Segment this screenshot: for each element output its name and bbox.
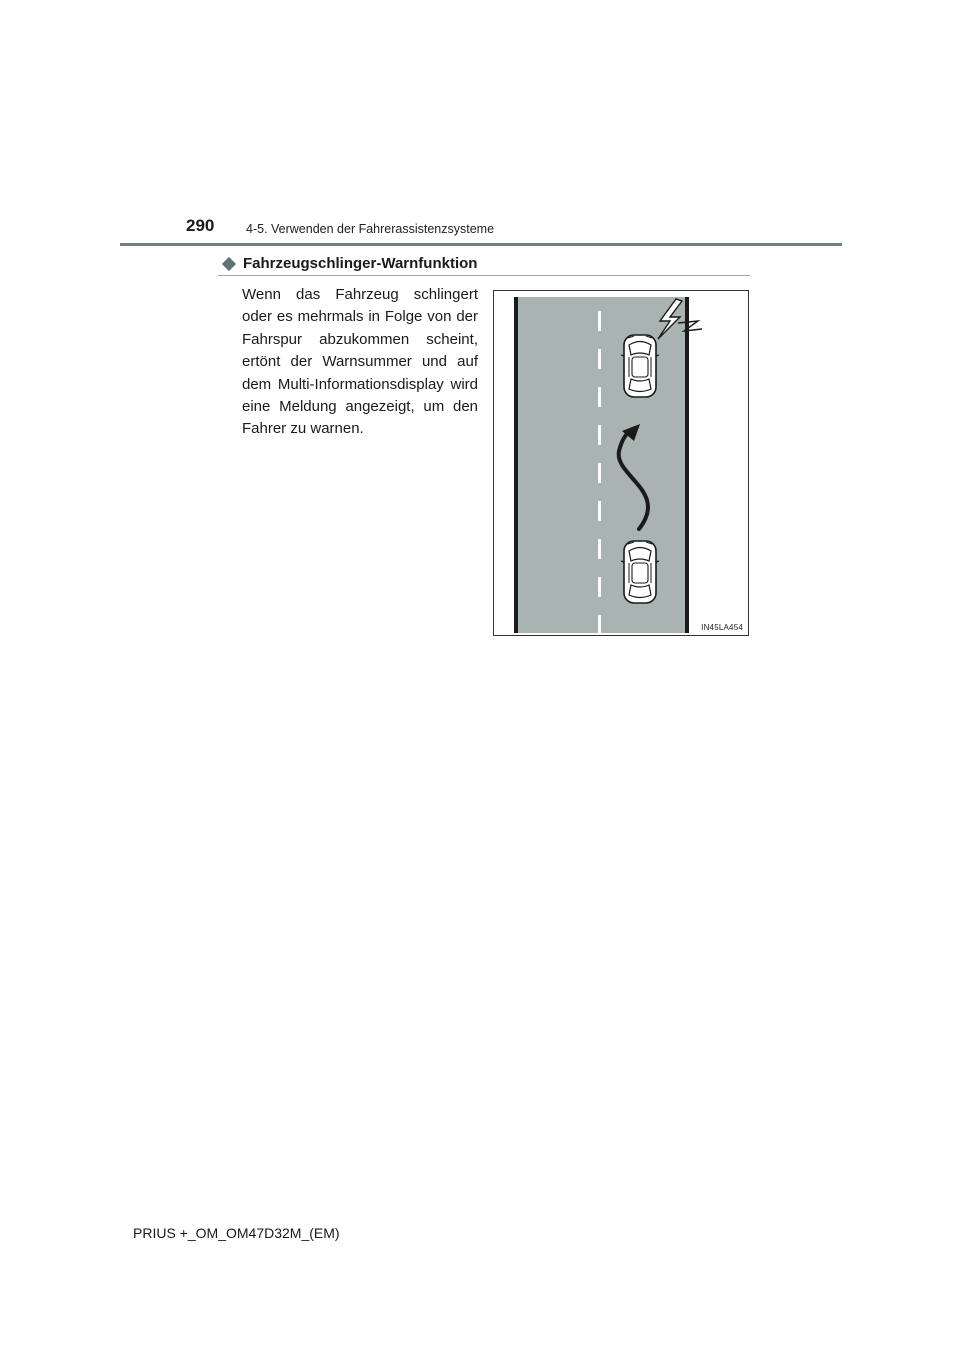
lane-sway-illustration <box>494 291 748 635</box>
page-number: 290 <box>186 216 215 235</box>
car-bottom-icon <box>621 541 659 603</box>
footer-document-code: PRIUS +_OM_OM47D32M_(EM) <box>133 1225 340 1241</box>
illustration-figure <box>493 290 749 636</box>
header-rule <box>120 243 842 246</box>
figure-id-label: IN45LA454 <box>701 623 743 632</box>
title-rule <box>218 275 750 276</box>
diamond-icon <box>222 256 236 270</box>
left-edge-line <box>514 297 518 633</box>
body-text: Wenn das Fahrzeug schlingert oder es mehrmals in Folge von der Fahrspur abzukommen scheint, ertönt der Warnsummer und auf dem Multi-Informationsdisplay wird eine Meldung angezeigt, um den Fahrer zu warnen. <box>242 286 478 438</box>
subsection-title <box>224 255 477 272</box>
road-surface <box>516 297 688 633</box>
subsection-title-text: Fahrzeugschlinger-Warnfunktion <box>243 255 478 272</box>
car-top-warning-icon <box>621 335 659 397</box>
right-edge-line <box>685 297 689 633</box>
center-dashed-line <box>598 311 601 633</box>
section-header: 4-5. Verwenden der Fahrerassistenzsysteme <box>246 222 495 236</box>
